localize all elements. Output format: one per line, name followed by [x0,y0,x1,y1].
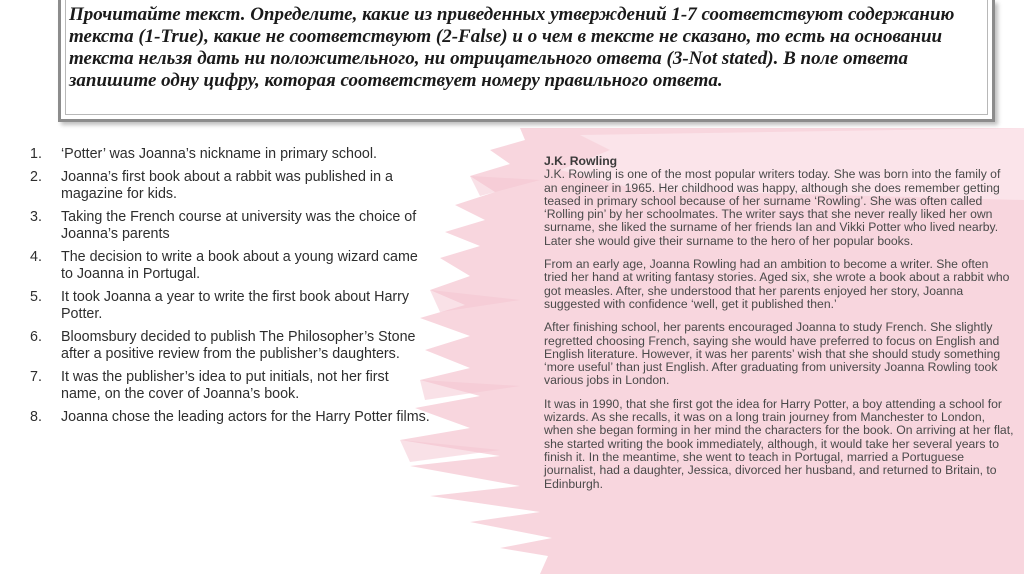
statement-number: 4. [30,249,42,265]
statement-number: 8. [30,409,42,425]
statement-text: Taking the French course at university was the choice of Joanna’s parents [61,209,417,242]
statement-item [30,209,430,243]
statement-text: ‘Potter’ was Joanna’s nickname in primary school. [61,146,377,162]
instructions-text: Прочитайте текст. Определите, какие из приведенных утверждений 1-7 соответствуют содержанию текста (1-True), какие не соответствуют (2-False) и о чем в тексте не сказано, то есть на основании текста нельзя дать ни положительного, ни отрицательного ответа (3-Not stated). В поле ответа запишите одну цифру, которая соответствует номеру правильного ответа. [69,4,955,91]
article-paragraph: It was in 1990, that she first got the idea for Harry Potter, a boy attending a school for wizards. As she recalls, it was on a long train journey from Manchester to London, when she began forming in her mind the characters for the book. On arriving at her flat, she started writing the book immediately, although, it would take her several years to finish it. In the meantime, she went to teach in Portugal, married a Portuguese journalist, had a daughter, Jessica, divorced her husband, and returned to Britain, to Edinburgh. [544,396,1014,491]
statement-number: 1. [30,146,42,162]
statement-text: Bloomsbury decided to publish The Philosopher’s Stone after a positive review from the publisher’s daughters. [61,329,416,362]
statement-number: 2. [30,169,42,185]
statement-number: 3. [30,209,42,225]
statement-number: 5. [30,289,42,305]
article-title: J.K. Rowling [544,154,618,168]
statement-item [30,169,430,203]
statement-text: Joanna chose the leading actors for the Harry Potter films. [61,409,430,425]
article-paragraph: J.K. Rowling is one of the most popular writers today. She was born into the family of an engineer in 1965. Her childhood was happy, although she does remember getting teased in primary school because of her surname ‘Rowling’. She was often called ‘Rolling pin’ by her schoolmates. The writer says that she never really liked her own surname, she liked the surname of her friends Ian and Vikki Potter who lived nearby. Later she would give their surname to the hero of her popular books. [544,167,1001,248]
statement-item [30,409,430,426]
statement-text: It took Joanna a year to write the first book about Harry Potter. [61,289,410,322]
statement-item [30,289,430,323]
statement-text: It was the publisher’s idea to put initials, not her first name, on the cover of Joanna’s book. [61,369,389,402]
statement-item [30,146,430,163]
statement-item [30,329,430,363]
instructions-box [58,0,995,122]
statement-text: Joanna’s first book about a rabbit was published in a magazine for kids. [61,169,393,202]
statement-item [30,249,430,283]
article [544,155,1014,501]
article-paragraph: From an early age, Joanna Rowling had an ambition to become a writer. She often tried her hand at writing fantasy stories. Aged six, she wrote a book about a rabbit who got measles. After, she understood that her parents enjoyed her story, Joanna suggested with confidence ‘well, get it published then.’ [544,257,1010,311]
statement-number: 7. [30,369,42,385]
statements-list [30,146,430,432]
statement-number: 6. [30,329,42,345]
statement-item [30,369,430,403]
article-paragraph: After finishing school, her parents encouraged Joanna to study French. She slightly regretted choosing French, saying she would have preferred to focus on English and English literature. However, it was her parents’ wish that she should study something ‘more useful’ than just English. After graduating from university Joanna Rowling took various jobs in London. [544,320,1001,388]
statement-text: The decision to write a book about a young wizard came to Joanna in Portugal. [61,249,418,282]
